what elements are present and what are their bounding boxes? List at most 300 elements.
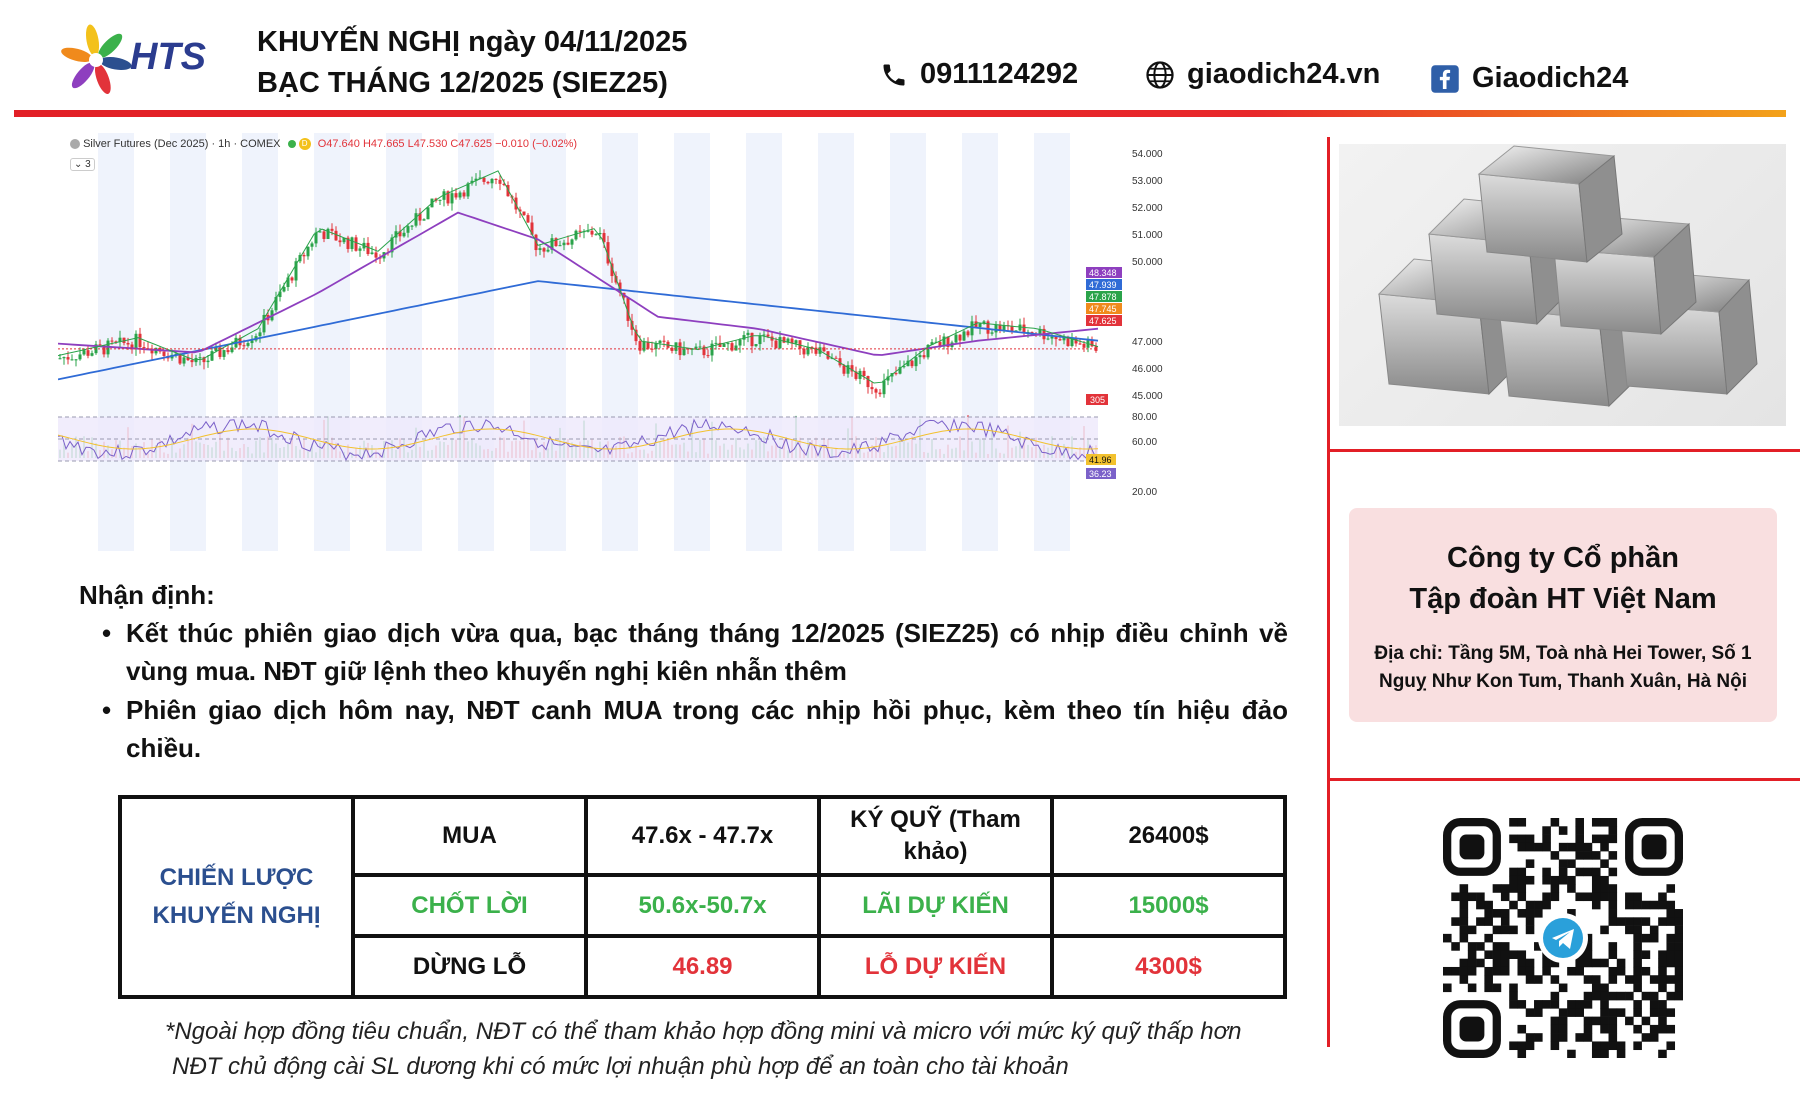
candle-body [727,343,730,344]
candle-body [91,353,94,356]
candle-body [747,333,750,335]
candle-body [83,350,86,354]
qr-module [1666,917,1675,926]
qr-module [1600,843,1609,852]
candle-body [643,342,646,351]
candle-body [591,231,594,235]
facebook-page: Giaodich24 [1472,62,1629,94]
qr-module [1617,1050,1626,1058]
candle-body [663,341,666,342]
candle-body [211,351,214,360]
candle-body [335,231,338,241]
qr-module [1559,868,1568,877]
qr-module [1666,1008,1675,1017]
candle-body [407,226,410,233]
qr-module [1526,835,1535,844]
qr-module [1650,901,1659,910]
session-band [818,133,854,551]
candle-body [955,335,958,343]
qr-module [1567,967,1576,976]
qr-module [1443,934,1452,943]
price-axis-tick: 45.000 [1132,391,1163,402]
qr-module [1666,975,1675,984]
qr-module [1642,967,1651,976]
candle-body [919,355,922,357]
candle-body [871,387,874,389]
qr-module [1625,926,1634,935]
candle-body [563,243,566,245]
candle-body [491,179,494,183]
qr-module [1666,934,1675,943]
take-profit-range: 50.6x-50.7x [586,875,819,936]
candle-body [879,393,882,395]
candle-body [527,215,530,222]
candle-body [915,357,918,366]
analysis-title: Nhận định: [79,580,215,610]
qr-module [1559,1017,1568,1026]
candle-body [339,240,342,242]
qr-module [1575,1000,1584,1009]
qr-module [1650,926,1659,935]
qr-module [1666,959,1675,968]
qr-module [1592,959,1601,968]
phone-contact[interactable] [880,58,1078,91]
qr-module [1517,950,1526,959]
candle-body [1079,343,1082,344]
candle-body [191,360,194,362]
qr-module [1600,926,1609,935]
qr-module [1609,942,1618,951]
candle-body [923,355,926,357]
qr-module [1551,876,1560,885]
qr-module [1584,992,1593,1001]
qr-module [1600,859,1609,868]
qr-module [1675,917,1683,926]
qr-module [1600,1000,1609,1009]
qr-finder-inner [1460,835,1485,860]
candle-body [795,340,798,343]
qr-module [1460,967,1469,976]
qr-module [1493,984,1502,993]
qr-module [1559,843,1568,852]
qr-module [1633,892,1642,901]
qr-module [1625,917,1634,926]
indicators-toggle[interactable] [70,158,95,171]
qr-module [1600,959,1609,968]
qr-module [1592,884,1601,893]
price-axis-tick: 51.000 [1132,230,1163,241]
qr-module [1592,1041,1601,1050]
qr-module [1451,967,1460,976]
qr-module [1526,1041,1535,1050]
candle-body [323,231,326,239]
qr-module [1575,959,1584,968]
qr-module [1609,826,1618,835]
qr-module [1650,1033,1659,1042]
qr-module [1460,934,1469,943]
qr-module [1666,1025,1675,1034]
qr-module [1609,1008,1618,1017]
chevron-down-icon: ⌄ [74,159,83,170]
silver-bars-image [1339,144,1786,426]
qr-module [1551,1000,1560,1009]
qr-module [1633,967,1642,976]
qr-module [1584,843,1593,852]
candle-body [355,237,358,250]
candle-body [403,233,406,237]
candle-body [303,255,306,256]
qr-module [1517,892,1526,901]
qr-module [1567,1050,1576,1058]
qr-module [1542,835,1551,844]
qr-module [1517,876,1526,885]
candle-body [351,237,354,249]
qr-module [1542,843,1551,852]
qr-module [1509,835,1518,844]
qr-module [1484,917,1493,926]
qr-module [1575,818,1584,827]
candle-body [803,349,806,355]
candle-body [911,361,914,366]
indicator-count: 3 [85,159,91,170]
qr-module [1501,892,1510,901]
candle-body [207,361,210,362]
qr-module [1551,975,1560,984]
qr-module [1534,901,1543,910]
qr-module [1517,835,1526,844]
qr-module [1584,892,1593,901]
candle-body [231,347,234,352]
qr-module [1666,1041,1675,1050]
qr-module [1476,942,1485,951]
qr-module [1609,975,1618,984]
candle-body [359,248,362,250]
price-axis-tick: 46.000 [1132,364,1163,375]
qr-module [1642,1017,1651,1026]
footnote-1: *Ngoài hợp đồng tiêu chuẩn, NĐT có thể tham khảo hợp đồng mini và micro với mức ký quỹ thấp hơn [165,1018,1242,1045]
qr-module [1609,818,1618,827]
qr-module [1575,851,1584,860]
qr-module [1575,835,1584,844]
margin-value: 26400$ [1052,797,1285,875]
price-axis-tick: 53.000 [1132,176,1163,187]
qr-module [1468,967,1477,976]
qr-module [1517,1025,1526,1034]
candle-body [183,357,186,363]
qr-module [1658,917,1667,926]
candle-body [375,252,378,257]
candle-body [111,341,114,342]
candle-body [243,345,246,346]
qr-module [1584,851,1593,860]
qr-module [1600,1025,1609,1034]
qr-module [1551,818,1560,827]
qr-module [1501,959,1510,968]
qr-module [1567,859,1576,868]
page-title [257,22,687,104]
candle-body [307,247,310,257]
qr-module [1501,926,1510,935]
qr-module [1542,892,1551,901]
title-line-product: BẠC THÁNG 12/2025 (SIEZ25) [257,67,668,99]
qr-module [1460,901,1469,910]
candle-body [699,347,702,348]
volume-badge-label: 305 [1090,395,1106,405]
qr-module [1493,959,1502,968]
candle-body [523,212,526,216]
price-badge-label: 48.348 [1089,268,1117,278]
qr-module [1551,992,1560,1001]
qr-module [1509,868,1518,877]
qr-module [1559,984,1568,993]
rsi-axis-tick: 60.00 [1132,437,1158,448]
candle-body [867,376,870,387]
qr-module [1534,1000,1543,1009]
qr-module [1493,926,1502,935]
qr-module [1575,826,1584,835]
candle-body [751,333,754,346]
candle-body [571,239,574,244]
telegram-qr-code[interactable] [1443,818,1683,1058]
qr-module [1526,1008,1535,1017]
title-line-date: KHUYẾN NGHỊ ngày 04/11/2025 [257,26,688,58]
qr-module [1675,984,1683,993]
qr-module [1460,909,1469,918]
qr-module [1575,1008,1584,1017]
candle-body [463,192,466,196]
qr-module [1584,868,1593,877]
qr-module [1675,992,1683,1001]
candle-body [139,334,142,347]
qr-module [1526,917,1535,926]
qr-module [1443,984,1452,993]
qr-module [1633,1008,1642,1017]
qr-module [1650,1000,1659,1009]
company-name [1349,538,1777,620]
ma-50-line [58,213,1098,355]
qr-module [1460,926,1469,935]
candle-body [1071,339,1074,346]
qr-module [1658,1050,1667,1058]
company-name-line1: Công ty Cổ phần [1447,542,1679,574]
qr-module [1509,1000,1518,1009]
qr-module [1559,876,1568,885]
expected-profit-value: 15000$ [1052,875,1285,936]
qr-module [1600,984,1609,993]
candle-body [291,277,294,280]
qr-module [1633,950,1642,959]
qr-module [1509,950,1518,959]
candle-body [683,348,686,355]
qr-module [1559,859,1568,868]
qr-module [1658,1000,1667,1009]
candle-body [143,347,146,348]
qr-module [1642,934,1651,943]
qr-module [1468,892,1477,901]
qr-module [1609,835,1618,844]
candle-body [963,331,966,340]
qr-module [1600,892,1609,901]
qr-module [1633,959,1642,968]
qr-pattern [1443,818,1683,1058]
qr-module [1534,1033,1543,1042]
candle-body [367,243,370,254]
qr-module [1658,1008,1667,1017]
globe-icon [1145,60,1175,90]
qr-module [1534,909,1543,918]
qr-module [1509,926,1518,935]
qr-module [1517,868,1526,877]
candle-body [439,200,442,201]
price-axis-tick: 47.000 [1132,337,1163,348]
session-band [674,133,710,551]
candle-body [863,371,866,376]
qr-module [1617,959,1626,968]
qr-module [1633,1025,1642,1034]
qr-module [1559,1025,1568,1034]
qr-module [1551,1017,1560,1026]
qr-module [1451,942,1460,951]
qr-module [1675,959,1683,968]
candle-body [543,248,546,251]
candle-body [99,344,102,345]
qr-module [1460,959,1469,968]
qr-module [1650,934,1659,943]
qr-module [1592,868,1601,877]
company-address [1349,640,1777,696]
qr-module [1484,909,1493,918]
candle-body [707,355,710,356]
market-status-icon [288,140,296,148]
qr-module [1609,1041,1618,1050]
qr-module [1642,901,1651,910]
qr-module [1600,876,1609,885]
rsi-badge-label: 36.23 [1089,469,1112,479]
price-badge-label: 47.745 [1089,304,1117,314]
qr-module [1633,1041,1642,1050]
qr-module [1584,975,1593,984]
rsi-badge-label: 41.96 [1089,455,1112,465]
candle-body [883,381,886,395]
qr-module [1584,1000,1593,1009]
candle-body [959,335,962,341]
qr-module [1542,967,1551,976]
bullet-dot: • [102,695,112,725]
qr-module [1609,892,1618,901]
candle-body [559,245,562,246]
qr-module [1559,1008,1568,1017]
candle-body [1051,337,1054,339]
qr-module [1584,1025,1593,1034]
qr-module [1584,959,1593,968]
qr-module [1468,942,1477,951]
qr-module [1609,909,1618,918]
candle-body [807,347,810,354]
qr-module [1551,851,1560,860]
qr-module [1617,967,1626,976]
qr-module [1609,992,1618,1001]
qr-module [1600,992,1609,1001]
chart-legend [70,138,577,150]
qr-module [1642,917,1651,926]
qr-module [1675,950,1683,959]
qr-module [1501,917,1510,926]
qr-module [1559,826,1568,835]
expected-profit-label: LÃI DỰ KIẾN [819,875,1052,936]
qr-module [1493,909,1502,918]
qr-module [1493,967,1502,976]
expected-loss-value: 4300$ [1052,936,1285,997]
qr-module [1650,1025,1659,1034]
candle-body [487,182,490,183]
qr-module [1484,934,1493,943]
candle-body [755,344,758,346]
qr-module [1609,967,1618,976]
qr-module [1600,1041,1609,1050]
qr-module [1517,1041,1526,1050]
qr-module [1509,901,1518,910]
qr-module [1633,975,1642,984]
qr-module [1675,909,1683,918]
qr-module [1666,901,1675,910]
qr-module [1534,1008,1543,1017]
session-band [386,133,422,551]
qr-module [1633,901,1642,910]
qr-module [1600,835,1609,844]
qr-module [1526,859,1535,868]
qr-module [1666,884,1675,893]
session-band [890,133,926,551]
rsi-axis-tick: 80.00 [1132,412,1158,423]
qr-module [1460,975,1469,984]
footnote-2: NĐT chủ động cài SL dương khi có mức lợi nhuận phù hợp để an toàn cho tài khoản [172,1053,1069,1080]
website-contact[interactable] [1145,58,1380,91]
hts-logo-mark [58,20,138,100]
price-axis-tick: 52.000 [1132,203,1163,214]
qr-module [1534,843,1543,852]
qr-module [1592,818,1601,827]
candle-body [759,335,762,344]
qr-module [1633,926,1642,935]
qr-module [1675,926,1683,935]
rsi-axis-tick: 20.00 [1132,487,1158,498]
candle-body [283,287,286,291]
qr-module [1509,818,1518,827]
qr-module [1468,984,1477,993]
instrument-name: Silver Futures (Dec 2025) · 1h · COMEX [83,138,281,150]
qr-module [1517,884,1526,893]
qr-module [1592,851,1601,860]
facebook-icon [1430,64,1460,94]
qr-module [1609,1025,1618,1034]
facebook-contact[interactable] [1430,62,1628,95]
qr-module [1460,917,1469,926]
qr-module [1600,818,1609,827]
qr-module [1484,901,1493,910]
qr-module [1675,975,1683,984]
qr-module [1592,876,1601,885]
ma-20-line [58,171,1098,383]
instrument-icon [70,139,80,149]
qr-module [1501,942,1510,951]
company-address-line2: Nguỵ Như Kon Tum, Thanh Xuân, Hà Nội [1378,671,1748,692]
qr-module [1609,868,1618,877]
candle-body [567,243,570,245]
qr-module [1609,851,1618,860]
right-divider-top [1327,449,1800,452]
candle-body [411,226,414,227]
qr-module [1617,917,1626,926]
